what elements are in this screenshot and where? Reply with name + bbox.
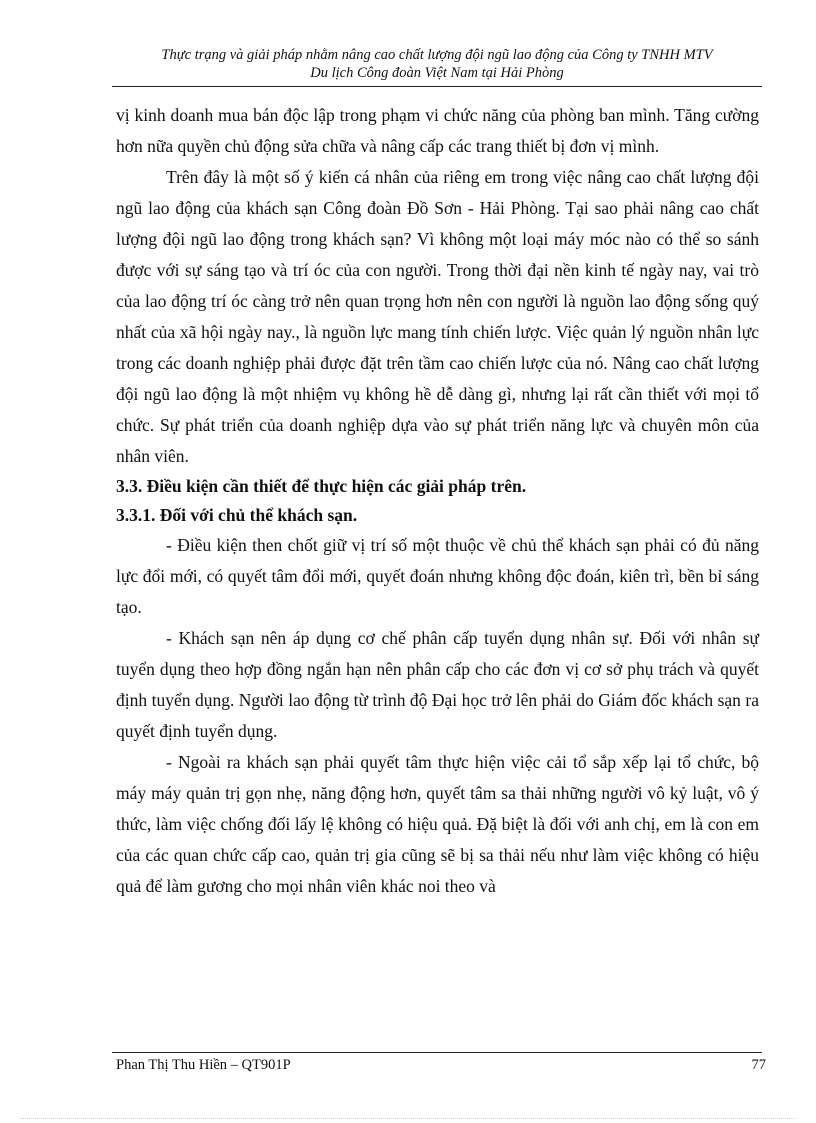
page-body: [116, 100, 759, 902]
header-line-1: Thực trạng và giải pháp nhằm nâng cao chất lượng đội ngũ lao động của Công ty TNHH MTV: [161, 47, 713, 63]
section-heading-3-3: 3.3. Điều kiện cần thiết để thực hiện các giải pháp trên.: [116, 476, 527, 496]
header-line-2: Du lịch Công đoàn Việt Nam tại Hải Phòng: [310, 65, 564, 81]
footer-author: Phan Thị Thu Hiền – QT901P: [116, 1057, 291, 1073]
paragraph-5: - Ngoài ra khách sạn phải quyết tâm thực hiện việc cải tổ sắp xếp lại tổ chức, bộ máy máy quản trị gọn nhẹ, năng động hơn, quyết tâm sa thải những người vô kỷ luật, vô ý thức, làm việc chống đối lấy lệ không có hiệu quả. Đặ biệt là đối với anh chị, em là con em của các quan chức cấp cao, quản trị gia cũng sẽ bị sa thải nếu như làm việc không có hiệu quả để làm gương cho mọi nhân viên khác noi theo và: [116, 752, 759, 896]
header-rule: [112, 86, 762, 87]
running-header: [112, 46, 762, 82]
paragraph-1: vị kinh doanh mua bán độc lập trong phạm vi chức năng của phòng ban mình. Tăng cường hơn nữa quyền chủ động sửa chữa và nâng cấp các trang thiết bị đơn vị mình.: [116, 105, 759, 156]
paragraph-3: - Điều kiện then chốt giữ vị trí số một thuộc về chủ thể khách sạn phải có đủ năng lực đổi mới, có quyết tâm đổi mới, quyết đoán nhưng không độc đoán, kiên trì, bền bỉ sáng tạo.: [116, 535, 759, 617]
footer-rule: [112, 1052, 762, 1053]
paragraph-4: - Khách sạn nên áp dụng cơ chế phân cấp tuyển dụng nhân sự. Đối với nhân sự tuyển dụng theo hợp đồng ngắn hạn nên phân cấp cho các đơn vị cơ sở phụ trách và quyết định tuyển dụng. Người lao động từ trình độ Đại học trở lên phải do Giám đốc khách sạn ra quyết định tuyển dụng.: [116, 628, 759, 741]
subsection-heading-3-3-1: 3.3.1. Đối với chủ thể khách sạn.: [116, 505, 358, 525]
page-number: 77: [751, 1057, 766, 1073]
page-edge-divider: [20, 1118, 796, 1119]
paragraph-2: Trên đây là một số ý kiến cá nhân của riêng em trong việc nâng cao chất lượng đội ngũ lao động của khách sạn Công đoàn Đồ Sơn - Hải Phòng. Tại sao phải nâng cao chất lượng đội ngũ lao động trong khách sạn? Vì không một loại máy móc nào có thể so sánh được với sự sáng tạo và trí óc của con người. Trong thời đại nền kinh tế ngày nay, vai trò của lao động trí óc càng trở nên quan trọng hơn nên con người là nguồn lao động sống quý nhất của xã hội ngày nay., là nguồn lực mang tính chiến lược. Việc quản lý nguồn nhân lực trong các doanh nghiệp phải được đặt trên tầm cao chiến lược của nó. Nâng cao chất lượng đội ngũ lao động là một nhiệm vụ không hề dễ dàng gì, nhưng lại rất cần thiết với mọi tổ chức. Sự phát triển của doanh nghiệp dựa vào sự phát triển năng lực và chuyên môn của nhân viên.: [116, 167, 759, 466]
